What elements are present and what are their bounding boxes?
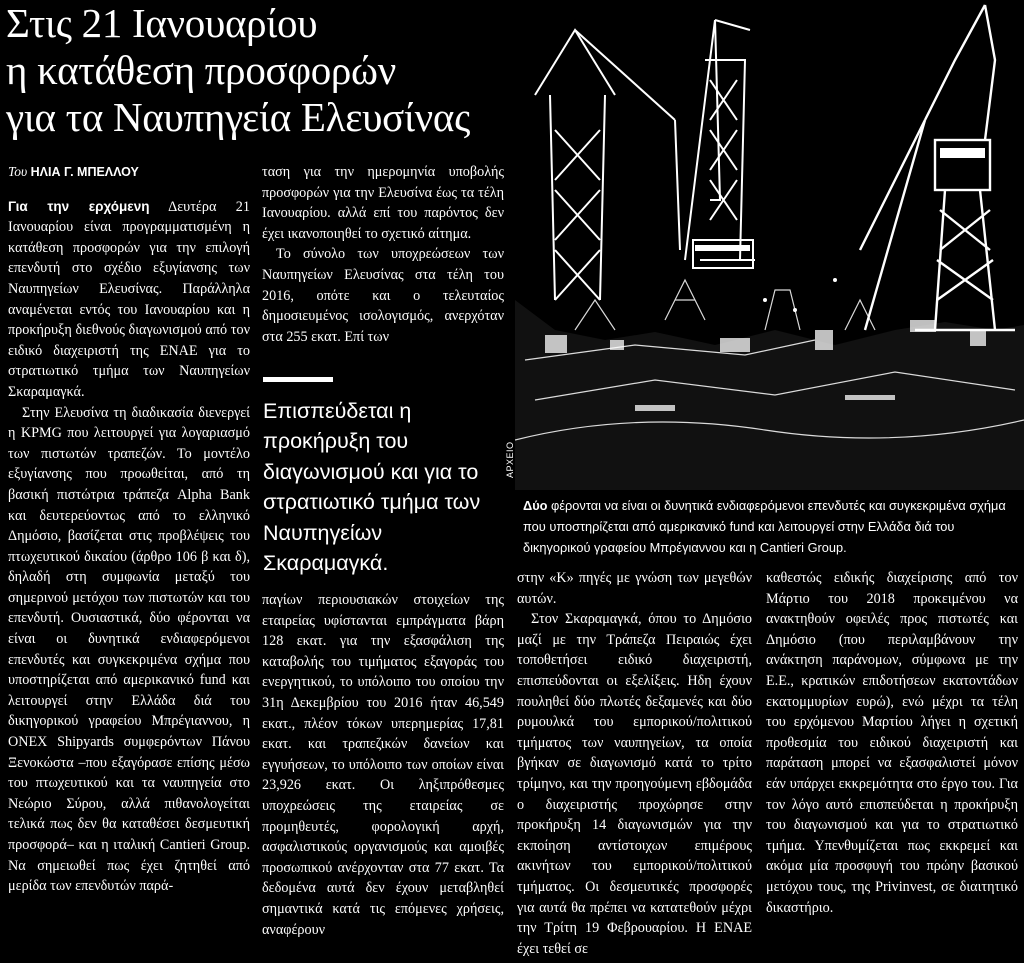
paragraph: παγίων περιουσιακών στοιχείων της εταιρείας υφίστανται εμπράγματα βάρη 128 εκατ. για την εξασφάλιση της καταβολής του τιμήματος εξαγοράς του ενεργητικού, το υπόλοιπο του οποίου την 31η Δεκεμβρίου του 2016 ήταν 46,549 εκατ., πλέον τόκων υπερημερίας 17,81 εκατ. και τραπεζικών δανείων και εγγυήσεων, το υπόλοιπο των οποίων είναι 23,926 εκατ. Οι ληξιπρόθεσμες υποχρεώσεις της εταιρείας σε προμηθευτές, φορολογική αρχή, ασφαλιστικούς οργανισμούς και αμοιβές προσωπικού ανέρχονταν στα 77 εκατ. Τα δεδομένα αυτά δεν έχουν μεταβληθεί σημαντικά κατά τις επόμενες χρήσεις, αναφέρουν bbox=[262, 592, 504, 938]
pullquote: Επισπεύδεται η προκήρυξη του διαγωνισμού και για το στρατιωτικό τμήμα των Ναυπηγείων Σκαραμαγκά. bbox=[263, 399, 481, 576]
byline bbox=[8, 162, 250, 183]
paragraph: Στον Σκαραμαγκά, όπου το Δημόσιο μαζί με την Τράπεζα Πειραιώς έχει τοποθετήσει ειδικό διαχειριστή, επισπεύδονται οι εξελίξεις. Ηδη έχουν πουληθεί δύο πλωτές δεξαμενές και δύο ρυμουλκά του εμπορικού/πολιτικού τμήματος των ναυπηγείων, τα οποία βγήκαν σε διαγωνισμό κατά το τρίτο τρίμηνο, και την προηγούμενη εβδομάδα ο διαχειριστής προχώρησε στην προκήρυξη 14 διαγωνισμών για την εκποίηση αντίστοιχων επιμέρους ακινήτων του εμπορικού/πολιτικού τμήματος. Οι δεσμευτικές προσφορές για αυτά θα πρέπει να κατατεθούν μέχρι την Τρίτη 19 Φεβρουαρίου. Η ΕΝΑΕ έχει τεθεί σε bbox=[517, 611, 752, 957]
paragraph: Το σύνολο των υποχρεώσεων των Ναυπηγείων Ελευσίνας στα τέλη του 2016, οπότε και ο τελευταίος δημοσιευμένος ισολογισμός, ανερχόταν στα 255 εκατ. Επί των bbox=[262, 246, 504, 345]
byline-prefix: Του bbox=[8, 164, 28, 179]
shipyard-cranes-photo bbox=[515, 0, 1024, 490]
pullquote-rule bbox=[263, 377, 333, 382]
byline-author: ΗΛΙΑ Γ. ΜΠΕΛΛΟΥ bbox=[30, 165, 139, 179]
lead-in: Για την ερχόμενη bbox=[8, 198, 150, 214]
photo-caption: Δύο φέρονται να είναι οι δυνητικά ενδιαφερόμενοι επενδυτές και συγκεκριμένα σχήμα που υποστηρίζεται από αμερικανικό fund και λειτουργεί στην Ελλάδα διά του δικηγορικού γραφείου Μπρέγιαννου και η Cantieri Group. bbox=[523, 498, 1006, 555]
column-2 bbox=[262, 162, 504, 347]
headline-line-3: για τα Ναυπηγεία Ελευσίνας bbox=[6, 94, 471, 140]
paragraph: Στην Ελευσίνα τη διαδικασία διενεργεί η KPMG που λειτουργεί για λογαριασμό των πιστωτών τραπεζών. Το μοντέλο εξυγίανσης που προωθείται, από τη βασική πιστώτρια τράπεζα Alpha Bank και δευτερεύοντως από το ελληνικό Δημόσιο, βασίζεται στις προβλέψεις του πτωχευτικού δικαίου (άρθρο 106 β και δ), δηλαδή στη συμφωνία μεταξύ του σημερινού μετόχου των πιστωτών και του επενδυτή. Ουσιαστικά, δύο φέρονται να είναι οι δυνητικά ενδιαφερόμενοι επενδυτές και συγκεκριμένα σχήμα που υποστηρίζεται από αμερικανικό fund και λειτουργεί στην Ελλάδα διά του δικηγορικού γραφείου Μπρέγιαννου, η ONEX Shipyards συμφερόντων Πάνου Ξενοκώστα –που εξαγόρασε επίσης μέσω του πτωχευτικού και τα ναυπηγεία στο Νεώριο Σύρου, αλλά πιθανολογείται τελικά πως δεν θα καταθέσει δεσμευτική προσφορά– και η ιταλική Cantieri Group. Να σημειωθεί πως έχει ζητηθεί από μερίδα των επενδυτών παρά- bbox=[8, 404, 250, 895]
paragraph: καθεστώς ειδικής διαχείρισης από τον Μάρτιο του 2018 προκειμένου να ανακτηθούν οφειλές προς πιστωτές και Δημόσιο (που περιλαμβάνουν την ανάκτηση παράνομων, σύμφωνα με την Ε.Ε., κρατικών επιδοτήσεων εκατοντάδων εκατομμυρίων ευρώ), ενώ μέχρι τα τέλη του ερχόμενου Μαρτίου λήγει η σχετική προθεσμία του ειδικού διαχειριστή και παράταση μπορεί να εξασφαλιστεί μόνον εάν υπάρχει εκκρεμότητα στο έργο του. Για τον λόγο αυτό επισπεύδεται η προκήρυξη του διαγωνισμού και για το στρατιωτικό τμήμα. Υπενθυμίζεται πως εκκρεμεί και ακόμα μία προσφυγή του πρώην βασικού μετόχου τους, της Privinvest, σε διαιτητικό δικαστήριο. bbox=[766, 570, 1018, 916]
column-3 bbox=[517, 568, 752, 959]
headline-line-1: Στις 21 Ιανουαρίου bbox=[6, 0, 318, 46]
paragraph: στην «Κ» πηγές με γνώση των μεγεθών αυτών. bbox=[517, 570, 752, 607]
headline-line-2: η κατάθεση προσφορών bbox=[6, 47, 396, 93]
photo-credit: ΑΡΧΕΙΟ bbox=[505, 441, 515, 478]
article-headline bbox=[6, 0, 511, 141]
paragraph: ταση για την ημερομηνία υποβολής προσφορών για την Ελευσίνα έως τα τέλη Ιανουαρίου. αλλά επί του παρόντος δεν έχει ικανοποιηθεί το σχετικό αίτημα. bbox=[262, 164, 504, 242]
paragraph: Για την ερχόμενη Δευτέρα 21 Ιανουαρίου είναι προγραμματισμένη η κατάθεση προσφορών για την επιλογή επενδυτή στο σχέδιο εξυγίανσης των Ναυπηγείων Ελευσίνας. Παράλληλα αναμένεται εντός του Ιανουαρίου και η προκήρυξη διεθνούς διαγωνισμού από τον ειδικό διαχειριστή της ΕΝΑΕ για το στρατιωτικό τμήμα των Ναυπηγείων Σκαραμαγκά. bbox=[8, 198, 250, 400]
caption-lead: Δύο bbox=[523, 498, 548, 513]
column-2-continued bbox=[262, 590, 504, 940]
column-4 bbox=[766, 568, 1018, 918]
cranes-illustration bbox=[515, 0, 1024, 490]
column-1 bbox=[8, 162, 250, 897]
